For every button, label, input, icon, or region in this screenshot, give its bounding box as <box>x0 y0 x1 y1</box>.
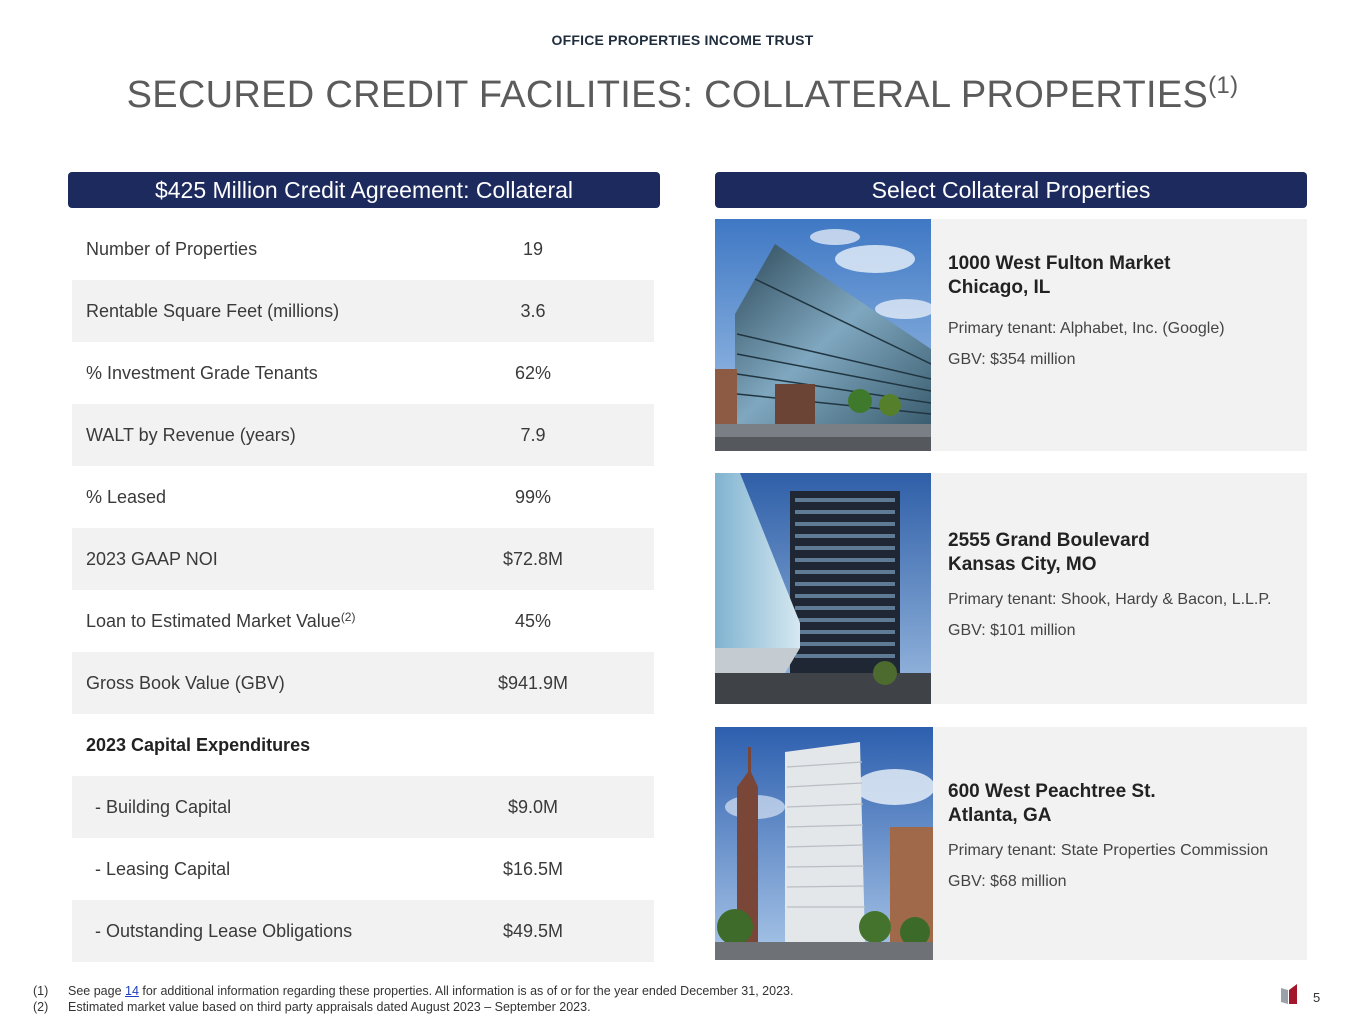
row-value: 45% <box>514 610 552 631</box>
row-label: - Outstanding Lease Obligations <box>95 920 353 941</box>
table-row <box>72 342 654 404</box>
table-row <box>72 838 654 900</box>
footnotes <box>33 983 793 1015</box>
property-info <box>948 252 1225 369</box>
property-address: 2555 Grand Boulevard <box>948 530 1150 551</box>
table-row <box>72 652 654 714</box>
row-label: 2023 Capital Expenditures <box>86 734 311 755</box>
row-value: 62% <box>514 362 552 383</box>
row-label: - Building Capital <box>95 796 232 817</box>
row-label: Rentable Square Feet (millions) <box>86 300 340 321</box>
row-value: $72.8M <box>502 548 564 569</box>
footnote-text <box>68 983 793 999</box>
table-row <box>72 466 654 528</box>
company-name: OFFICE PROPERTIES INCOME TRUST <box>551 32 814 48</box>
property-city: Chicago, IL <box>948 277 1051 298</box>
property-card <box>715 727 1307 960</box>
property-card <box>715 219 1307 451</box>
row-label-text: Loan to Estimated Market Value <box>86 611 341 631</box>
property-address: 600 West Peachtree St. <box>948 781 1156 802</box>
footnote-number: (2) <box>33 1000 49 1014</box>
property-photo <box>715 219 931 451</box>
property-gbv: GBV: $354 million <box>948 351 1076 368</box>
footnote-ref: (2) <box>340 610 356 624</box>
footnote-text-post: for additional information regarding these properties. All information is as of or for the year ended December 31, 2023. <box>138 984 794 998</box>
table-row <box>72 528 654 590</box>
row-label: 2023 GAAP NOI <box>86 548 218 569</box>
row-label: % Leased <box>86 486 167 507</box>
table-row <box>72 280 654 342</box>
page-title-text: SECURED CREDIT FACILITIES: COLLATERAL PROPERTIES <box>126 74 1209 116</box>
page-link[interactable]: 14 <box>125 984 139 998</box>
row-label <box>72 610 465 632</box>
primary-tenant: Primary tenant: Alphabet, Inc. (Google) <box>948 320 1225 337</box>
footnote-text: Estimated market value based on third party appraisals dated August 2023 – September 2023. <box>68 1000 591 1014</box>
title-footnote-ref: (1) <box>1208 72 1239 99</box>
row-label: Number of Properties <box>86 238 258 259</box>
row-value: $941.9M <box>497 672 569 693</box>
footnote-number: (1) <box>33 984 49 998</box>
row-value: 19 <box>522 238 544 259</box>
row-value: 3.6 <box>520 300 546 321</box>
page-number: 5 <box>1313 990 1321 1005</box>
row-label: - Leasing Capital <box>95 858 231 879</box>
row-label: WALT by Revenue (years) <box>86 424 296 445</box>
property-info <box>948 529 1271 640</box>
row-value: 99% <box>514 486 552 507</box>
property-photo <box>715 473 931 704</box>
row-label: Gross Book Value (GBV) <box>86 672 285 693</box>
property-gbv: GBV: $101 million <box>948 622 1076 639</box>
row-value: $9.0M <box>507 796 559 817</box>
property-info <box>948 780 1268 891</box>
table-row <box>72 218 654 280</box>
table-row <box>72 404 654 466</box>
collateral-properties-heading: Select Collateral Properties <box>715 172 1307 208</box>
property-address: 1000 West Fulton Market <box>948 253 1171 274</box>
footnote <box>33 999 793 1015</box>
credit-agreement-heading: $425 Million Credit Agreement: Collateral <box>68 172 660 208</box>
property-photo <box>715 727 933 960</box>
collateral-table <box>72 218 654 962</box>
row-value: $16.5M <box>502 858 564 879</box>
primary-tenant: Primary tenant: State Properties Commission <box>948 842 1269 859</box>
table-row <box>72 900 654 962</box>
row-value: $49.5M <box>502 920 564 941</box>
property-gbv: GBV: $68 million <box>948 873 1067 890</box>
table-row <box>72 714 654 776</box>
primary-tenant: Primary tenant: Shook, Hardy & Bacon, L.L.P. <box>948 591 1272 608</box>
row-value: 7.9 <box>520 424 546 445</box>
table-row <box>72 590 654 652</box>
footnote <box>33 983 793 999</box>
company-logo-icon <box>1281 984 1297 1004</box>
row-label: % Investment Grade Tenants <box>86 362 318 383</box>
property-city: Atlanta, GA <box>948 805 1052 826</box>
property-city: Kansas City, MO <box>948 554 1097 575</box>
page-title <box>0 72 1365 117</box>
footnote-text-pre: See page <box>68 984 125 998</box>
property-card <box>715 473 1307 704</box>
table-row <box>72 776 654 838</box>
